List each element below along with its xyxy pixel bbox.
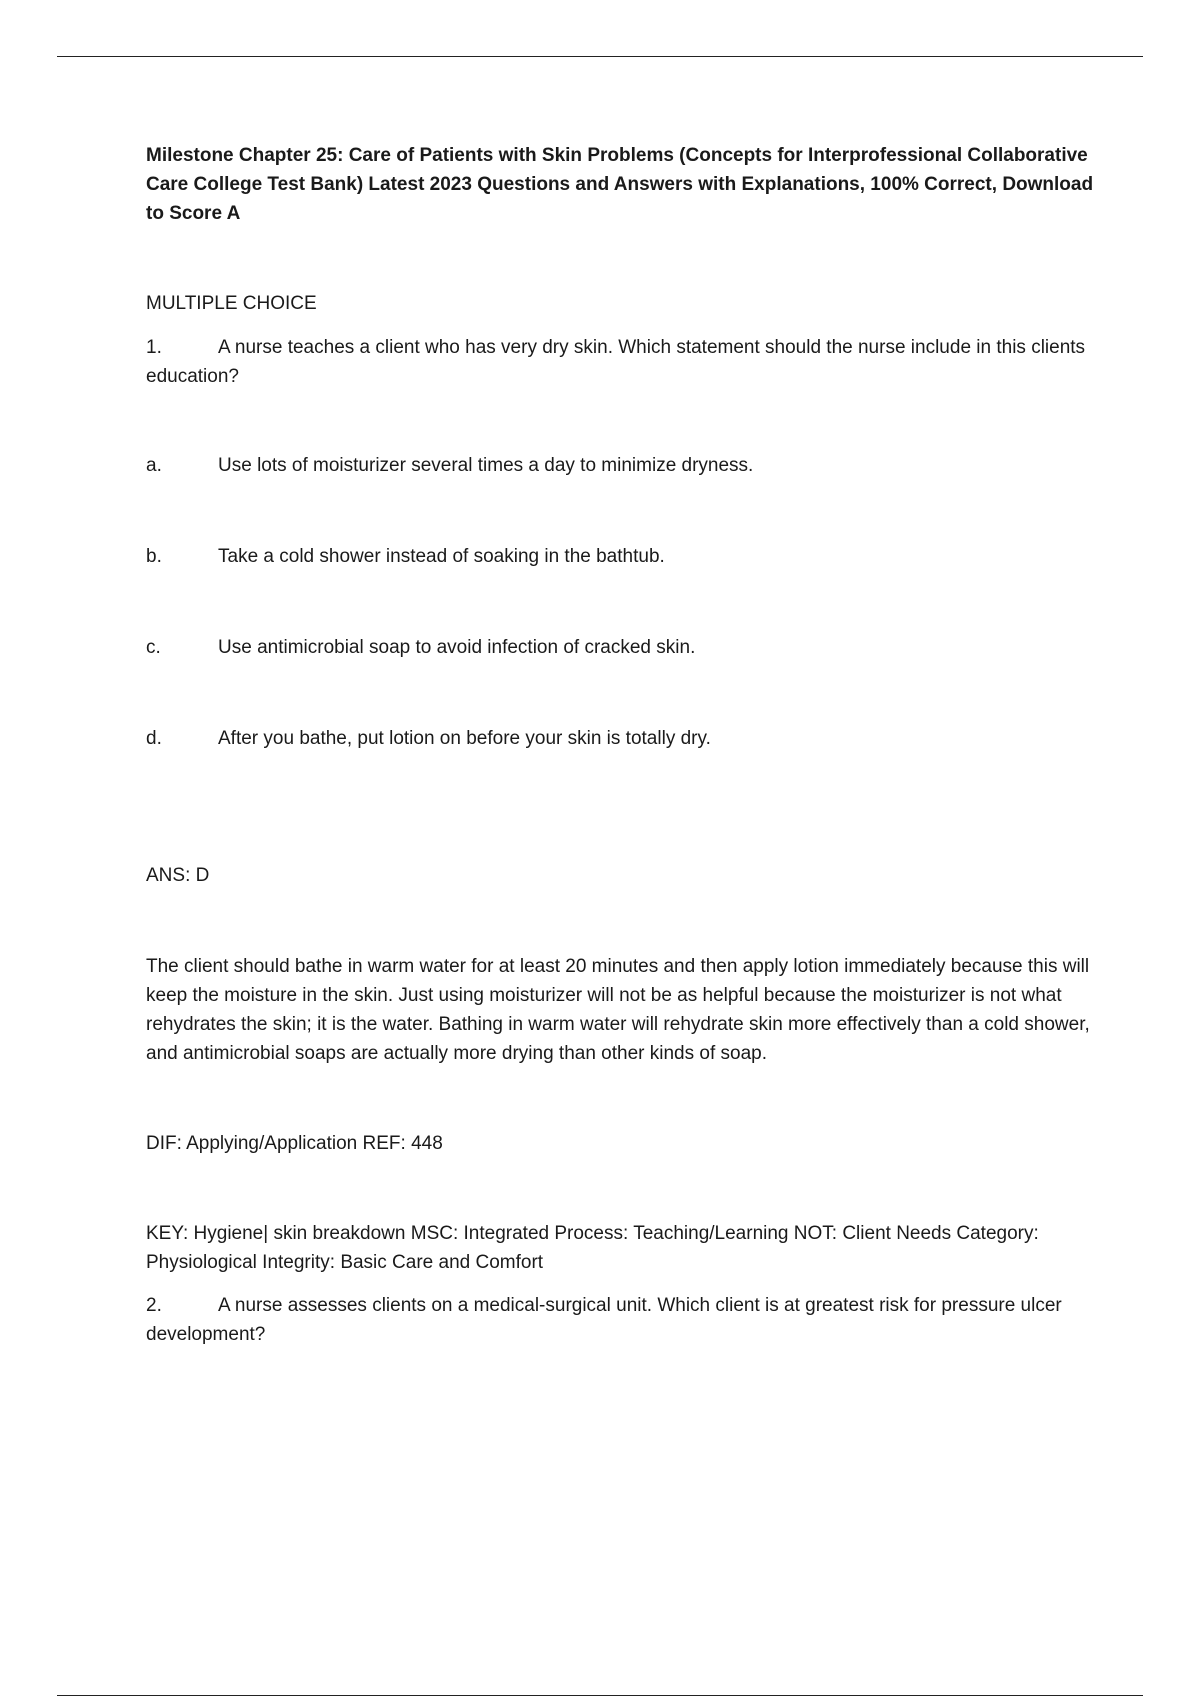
rationale-paragraph: The client should bathe in warm water for at least 20 minutes and then apply lotion immediately because this will keep the moisture in the skin. Just using moisturizer will not be as helpful because the moisturizer is not what rehydrates the skin; it is the water. Bathing in warm water will rehydrate skin more effectively than a cold shower, and antimicrobial soaps are actually more drying than other kinds of soap. xyxy=(146,956,1090,1064)
key-metadata-line: KEY: Hygiene| skin breakdown MSC: Integrated Process: Teaching/Learning NOT: Client Needs Category: Physiological Integrity: Basic Care and Comfort xyxy=(146,1223,1039,1273)
option-c-letter: c. xyxy=(146,637,161,658)
question-1-number: 1. xyxy=(146,337,162,358)
top-rule xyxy=(57,56,1143,57)
option-d xyxy=(146,724,1096,753)
question-1-options xyxy=(146,451,1096,753)
option-b-text: Take a cold shower instead of soaking in the bathtub. xyxy=(218,546,665,567)
question-2 xyxy=(146,1291,1096,1349)
section-heading: MULTIPLE CHOICE xyxy=(146,293,317,314)
option-b-letter: b. xyxy=(146,546,162,567)
bottom-rule xyxy=(57,1695,1143,1696)
document-body xyxy=(146,141,1096,1349)
question-2-text: A nurse assesses clients on a medical-surgical unit. Which client is at greatest risk for pressure ulcer development? xyxy=(146,1295,1062,1345)
answer-line: ANS: D xyxy=(146,865,210,886)
option-d-text: After you bathe, put lotion on before your skin is totally dry. xyxy=(218,728,711,749)
document-title: Milestone Chapter 25: Care of Patients with Skin Problems (Concepts for Interprofessional Collaborative Care College Test Bank) Latest 2023 Questions and Answers with Explanations, 100% Correct, Download to Score A xyxy=(146,145,1094,224)
question-1 xyxy=(146,333,1096,391)
option-d-letter: d. xyxy=(146,728,162,749)
option-a-letter: a. xyxy=(146,455,162,476)
option-a xyxy=(146,451,1096,480)
difficulty-reference-line: DIF: Applying/Application REF: 448 xyxy=(146,1133,443,1154)
option-c-text: Use antimicrobial soap to avoid infection of cracked skin. xyxy=(218,637,696,658)
option-c xyxy=(146,633,1096,662)
question-2-number: 2. xyxy=(146,1295,162,1316)
option-a-text: Use lots of moisturizer several times a day to minimize dryness. xyxy=(218,455,754,476)
question-1-text: A nurse teaches a client who has very dry skin. Which statement should the nurse include in this clients education? xyxy=(146,337,1086,387)
option-b xyxy=(146,542,1096,571)
